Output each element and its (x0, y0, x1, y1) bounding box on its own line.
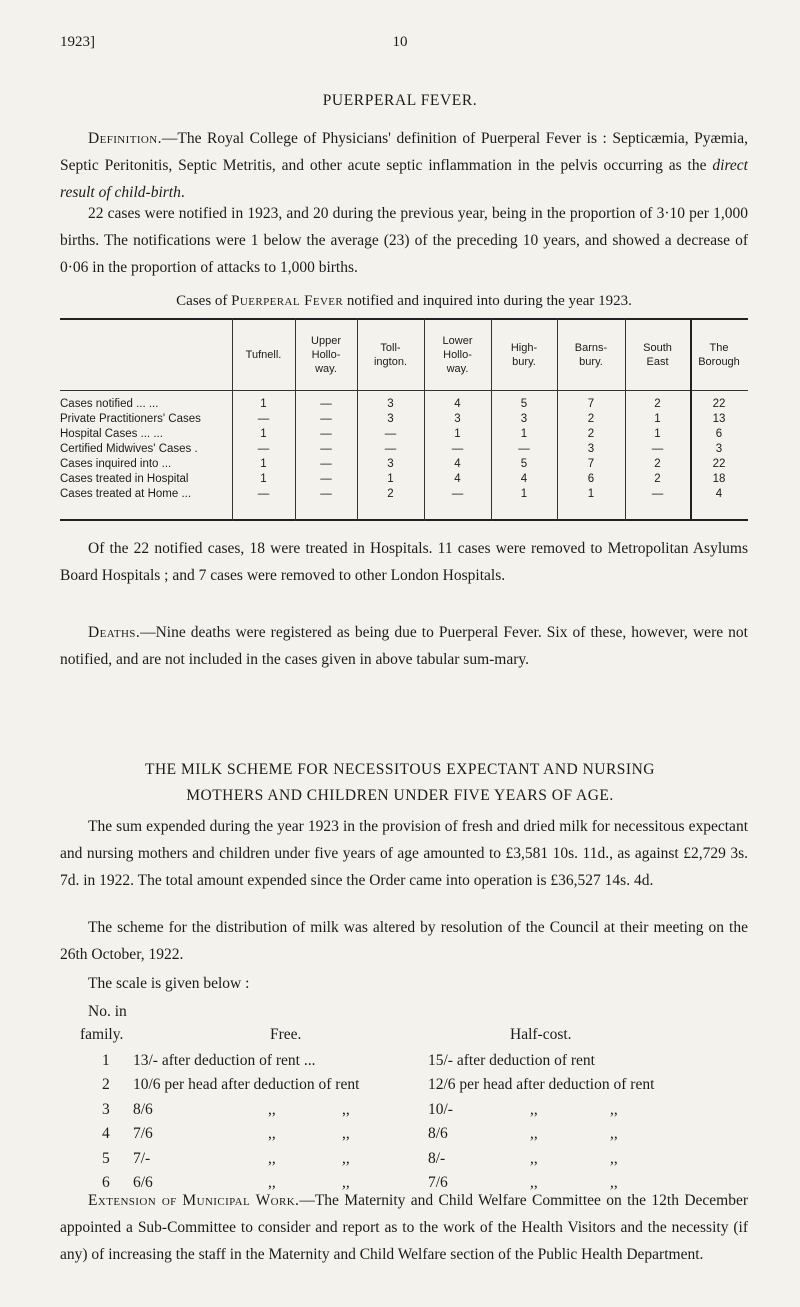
table-cell: 7 (587, 458, 595, 470)
table-column-header: Upper Hollo- way. (311, 335, 341, 375)
ditto-mark: ,, (268, 1101, 276, 1118)
table-cell: 1 (260, 398, 267, 410)
scale-head-free: Free. (270, 1026, 302, 1043)
table-cell: 1 (587, 488, 595, 500)
section-title-puerperal-fever: PUERPERAL FEVER. (322, 92, 478, 109)
milk-title-line-1: THE MILK SCHEME FOR NECESSITOUS EXPECTANT AND NURSING (145, 761, 655, 778)
table-cell: 1 (520, 428, 528, 440)
ditto-mark: ,, (268, 1174, 276, 1191)
ditto-mark: ,, (530, 1150, 538, 1167)
table-cell: 2 (654, 458, 661, 470)
table-cell: — (651, 443, 664, 455)
table-cell: 3 (387, 398, 394, 410)
milk-title-line-2: MOTHERS AND CHILDREN UNDER FIVE YEARS OF AGE. (186, 787, 614, 804)
section-title-milk-scheme (0, 757, 800, 809)
table-caption (60, 293, 748, 310)
table-cell: 4 (454, 473, 461, 485)
table-cell: 3 (454, 413, 461, 425)
table-row-label: Cases treated at Home ... (60, 488, 192, 500)
page-number: 10 (392, 34, 408, 50)
table-cell: 1 (520, 488, 528, 500)
header-year: 1923] (60, 34, 95, 50)
ditto-mark: ,, (268, 1125, 276, 1142)
table-cell: 4 (454, 458, 461, 470)
notifications-paragraph: 22 cases were notified in 1923, and 20 during the previous year, being in the proportion of 3·10 per 1,000 births. The notifications were 1 below the average (23) of the preceding 10 years, and showed a decrease of 0·06 in the proportion of attacks to 1,000 births. (60, 205, 748, 276)
table-cell: — (257, 443, 270, 455)
table-cell: 3 (387, 413, 394, 425)
table-cell: 3 (587, 443, 595, 455)
deaths-text: —Nine deaths were registered as being due to Puerperal Fever. Six of these, however, were not notified, and are not included in the cases given in above tabular sum-mary. (60, 624, 748, 668)
deaths-paragraph (60, 619, 748, 673)
ditto-mark: ,, (342, 1125, 350, 1142)
extension-label: Extension of Municipal Work. (88, 1192, 300, 1209)
table-cell: 1 (454, 428, 461, 440)
definition-label: Definition. (88, 130, 162, 147)
scale-free-amount: 10/6 per head after deduction of rent (133, 1076, 360, 1093)
table-row-label: Certified Midwives' Cases . (60, 443, 198, 455)
table-cell: — (257, 413, 270, 425)
ditto-mark: ,, (342, 1101, 350, 1118)
table-row-label: Hospital Cases ... ... (60, 428, 163, 440)
table-cell: — (384, 443, 397, 455)
table-cell: — (320, 488, 332, 500)
table-cell: 18 (712, 473, 726, 485)
extension-paragraph (60, 1187, 748, 1268)
ditto-mark: ,, (342, 1150, 350, 1167)
scale-half-cost-amount: 12/6 per head after deduction of rent (428, 1076, 655, 1093)
table-row-label: Cases inquired into ... (60, 458, 172, 470)
scale-free-amount: 6/6 (133, 1174, 153, 1191)
table-cell: 4 (715, 488, 723, 500)
table-cell: — (320, 443, 332, 455)
table-cell: 2 (587, 428, 595, 440)
table-cell: — (320, 413, 332, 425)
table-cell: 5 (520, 458, 528, 470)
cases-table (60, 318, 748, 523)
table-rule-bottom (60, 519, 748, 521)
table-cell: 4 (520, 473, 528, 485)
ditto-mark: ,, (610, 1150, 618, 1167)
table-cell: — (320, 428, 332, 440)
table-cell: 13 (712, 413, 726, 425)
scale-free-amount: 13/- after deduction of rent ... (133, 1052, 316, 1069)
scale-family-size: 4 (102, 1125, 110, 1142)
scale-family-size: 1 (102, 1052, 110, 1069)
definition-text: —The Royal College of Physicians' definition of Puerperal Fever is : Septicæmia, Pyæmia, Septic Peritonitis, Septic Metritis, and other acute septic inflammation in the pelvis occurring as the (60, 130, 748, 174)
table-caption-post: notified and inquired into during the year 1923. (343, 293, 632, 309)
scale-family-size: 2 (102, 1076, 110, 1093)
ditto-mark: ,, (530, 1101, 538, 1118)
scale-family-size: 6 (102, 1174, 110, 1191)
definition-paragraph (60, 125, 748, 206)
scale-head-number-line1: No. in (88, 1003, 127, 1020)
table-cell: 2 (654, 473, 661, 485)
scale-family-size: 3 (102, 1101, 110, 1118)
table-cell: 2 (654, 398, 661, 410)
table-rule-top (60, 318, 748, 320)
table-column-header: Tufnell. (245, 349, 282, 361)
milk-paragraph-1: The sum expended during the year 1923 in the provision of fresh and dried milk for necessitous expectant and nursing mothers and children under five years of age amounted to £3,581 10s. 11d., as against £2,729 3s. 7d. in 1922. The total amount expended since the Order came into operation is £36,527 14s. 4d. (60, 818, 748, 889)
table-cell: — (451, 443, 464, 455)
ditto-mark: ,, (268, 1150, 276, 1167)
table-caption-smallcaps: Puerperal Fever (231, 293, 344, 309)
table-cell: — (320, 458, 332, 470)
table-cell: 7 (587, 398, 595, 410)
table-cell: 6 (715, 428, 723, 440)
ditto-mark: ,, (610, 1174, 618, 1191)
table-column-header: South East (643, 342, 672, 368)
table-cell: — (257, 488, 270, 500)
scale-free-amount: 7/6 (133, 1125, 153, 1142)
definition-end: . (180, 184, 185, 201)
table-column-header: Toll- ington. (373, 342, 408, 368)
table-cell: 6 (587, 473, 595, 485)
table-row-label: Cases treated in Hospital (60, 473, 189, 485)
table-cell: 2 (587, 413, 595, 425)
table-cell: — (451, 488, 464, 500)
table-cell: — (518, 443, 530, 455)
table-cell: — (320, 398, 332, 410)
table-cell: 3 (715, 443, 723, 455)
table-column-header: High- bury. (510, 342, 538, 368)
ditto-mark: ,, (610, 1125, 618, 1142)
table-column-header: The Borough (698, 342, 740, 368)
scale-free-amount: 8/6 (133, 1101, 153, 1118)
scale-half-cost-amount: 15/- after deduction of rent (428, 1052, 595, 1069)
ditto-mark: ,, (530, 1174, 538, 1191)
scale-half-cost-amount: 8/6 (428, 1125, 448, 1142)
scale-free-amount: 7/- (133, 1150, 151, 1167)
scale-head-half-cost: Half-cost. (510, 1026, 572, 1043)
extension-text: —The Maternity and Child Welfare Committee on the 12th December appointed a Sub-Committee to consider and report as to the work of the Health Visitors and the necessity (if any) of increasing the staff in the Maternity and Child Welfare section of the Public Health Department. (60, 1192, 748, 1263)
table-cell: 1 (260, 458, 267, 470)
scale-family-size: 5 (102, 1150, 110, 1167)
ditto-mark: ,, (530, 1125, 538, 1142)
table-cell: — (651, 488, 664, 500)
table-cell: 2 (387, 488, 394, 500)
milk-paragraph-2: The scheme for the distribution of milk was altered by resolution of the Council at their meeting on the 26th October, 1922. (60, 919, 748, 963)
table-column-header: Barns- bury. (574, 342, 608, 368)
scale-head-number-line2: family. (80, 1026, 124, 1043)
table-cell: 3 (520, 413, 528, 425)
table-cell: 22 (712, 398, 726, 410)
table-cell: 3 (387, 458, 394, 470)
table-cell: — (320, 473, 332, 485)
hospitals-paragraph: Of the 22 notified cases, 18 were treated in Hospitals. 11 cases were removed to Metropolitan Asylums Board Hospitals ; and 7 cases were removed to other London Hospitals. (60, 540, 748, 584)
definition-emphasis: direct result of child-birth (60, 157, 748, 201)
table-cell: 1 (654, 413, 661, 425)
scale-half-cost-amount: 10/- (428, 1101, 453, 1118)
table-cell: — (384, 428, 397, 440)
table-row-label: Cases notified ... ... (60, 398, 159, 410)
scale-intro: The scale is given below : (88, 975, 250, 992)
table-cell: 1 (387, 473, 394, 485)
table-cell: 22 (712, 458, 726, 470)
table-row-label: Private Practitioners' Cases (60, 413, 201, 425)
table-caption-pre: Cases of (176, 293, 232, 309)
table-cell: 4 (454, 398, 461, 410)
table-cell: 1 (260, 428, 267, 440)
scale-half-cost-amount: 8/- (428, 1150, 446, 1167)
table-cell: 5 (520, 398, 528, 410)
deaths-label: Deaths. (88, 624, 141, 641)
ditto-mark: ,, (610, 1101, 618, 1118)
table-column-header: Lower Hollo- way. (442, 335, 473, 375)
table-cell: 1 (260, 473, 267, 485)
scale-half-cost-amount: 7/6 (428, 1174, 448, 1191)
table-rule-header (60, 390, 748, 391)
table-cell: 1 (654, 428, 661, 440)
ditto-mark: ,, (342, 1174, 350, 1191)
